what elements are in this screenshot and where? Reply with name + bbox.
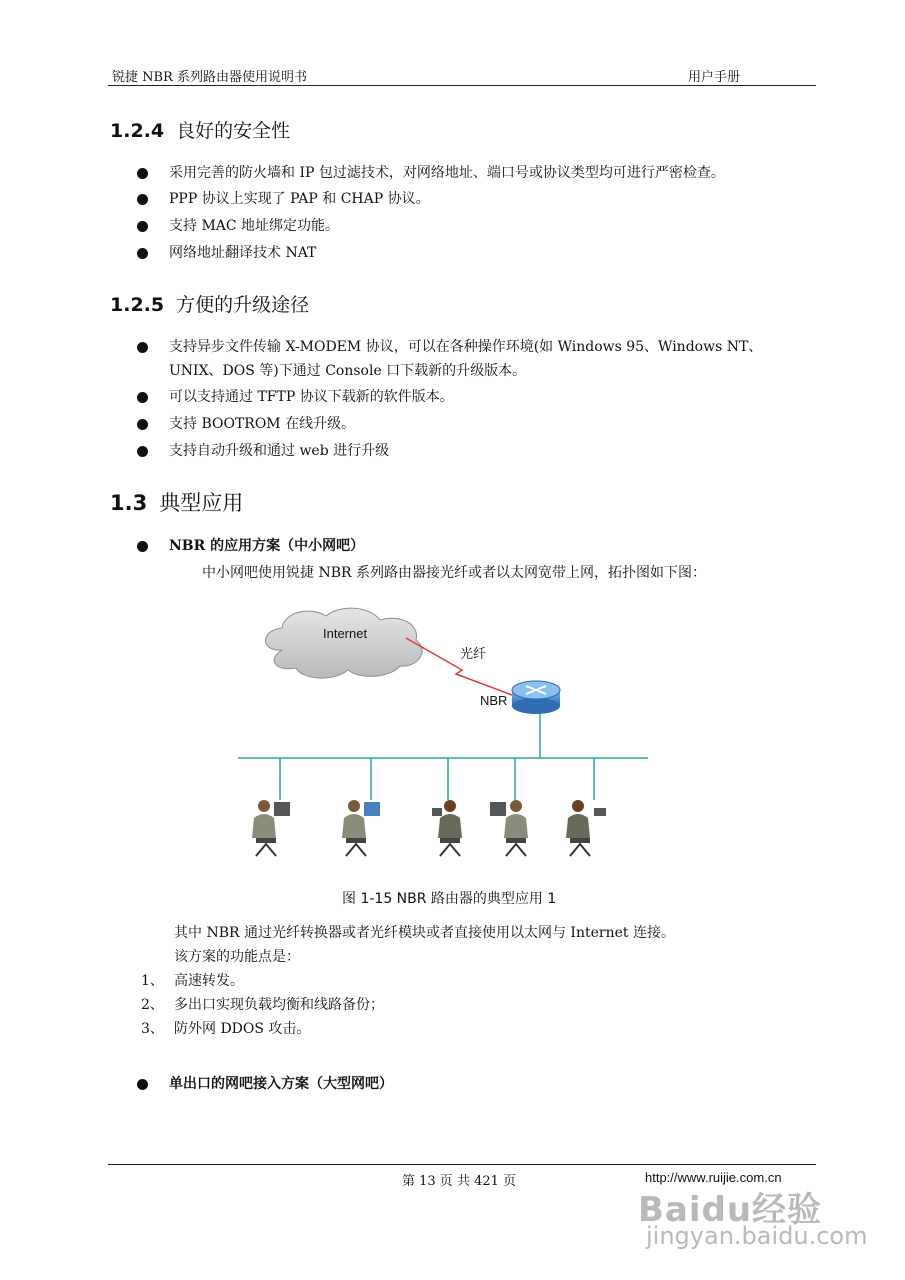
paragraph: 该方案的功能点是： bbox=[174, 949, 300, 965]
scheme-title: NBR 的应用方案（中小网吧） bbox=[169, 538, 365, 554]
website-url: http://www.ruijie.com.cn bbox=[645, 1170, 782, 1185]
section-heading-1-3 bbox=[110, 487, 243, 517]
user-workstation-icon bbox=[252, 800, 290, 856]
section-heading-1-2-5 bbox=[110, 290, 309, 317]
bullet bbox=[137, 248, 148, 259]
numbered-item-number: 1、 bbox=[141, 973, 164, 989]
internet-cloud-icon bbox=[266, 608, 423, 678]
numbered-item-text: 高速转发。 bbox=[174, 973, 244, 989]
list-item-continuation: UNIX、DOS 等)下通过 Console 口下载新的升级版本。 bbox=[169, 363, 527, 379]
section-title: 典型应用 bbox=[159, 491, 244, 515]
section-title: 良好的安全性 bbox=[176, 120, 291, 142]
list-item: 支持自动升级和通过 web 进行升级 bbox=[169, 443, 390, 459]
section-number: 1.3 bbox=[110, 491, 148, 515]
numbered-item-text: 防外网 DDOS 攻击。 bbox=[174, 1021, 311, 1037]
numbered-item-number: 2、 bbox=[141, 997, 164, 1013]
section-number: 1.2.5 bbox=[110, 294, 165, 316]
numbered-item-text: 多出口实现负载均衡和线路备份； bbox=[174, 997, 384, 1013]
router-label: NBR bbox=[480, 693, 508, 708]
list-item: 支持 MAC 地址绑定功能。 bbox=[169, 218, 340, 234]
bullet bbox=[137, 1079, 148, 1090]
user-workstation-icon bbox=[432, 800, 462, 856]
doc-header-right: 用户手册 bbox=[688, 70, 741, 85]
section-number: 1.2.4 bbox=[110, 120, 165, 142]
section-heading-1-2-4 bbox=[110, 116, 290, 143]
user-workstation-icon bbox=[490, 800, 528, 856]
fiber-link-label: 光纤 bbox=[460, 646, 487, 661]
user-workstation-icon bbox=[566, 800, 606, 856]
watermark-brand: Baidu经验 bbox=[638, 1190, 823, 1230]
numbered-item-number: 3、 bbox=[141, 1021, 164, 1037]
bullet bbox=[137, 446, 148, 457]
network-topology-diagram bbox=[230, 600, 660, 870]
figure-caption: 图 1-15 NBR 路由器的典型应用 1 bbox=[342, 891, 557, 907]
list-item: PPP 协议上实现了 PAP 和 CHAP 协议。 bbox=[169, 191, 430, 207]
user-workstation-icon bbox=[342, 800, 380, 856]
bullet bbox=[137, 392, 148, 403]
bullet bbox=[137, 221, 148, 232]
section-title: 方便的升级途径 bbox=[176, 294, 310, 316]
page-number: 第 13 页 共 421 页 bbox=[402, 1174, 517, 1189]
footer-rule bbox=[108, 1164, 816, 1165]
cloud-label: Internet bbox=[323, 626, 368, 641]
scheme-title: 单出口的网吧接入方案（大型网吧） bbox=[169, 1076, 393, 1092]
bullet bbox=[137, 342, 148, 353]
bullet bbox=[137, 168, 148, 179]
bullet bbox=[137, 541, 148, 552]
list-item: 采用完善的防火墙和 IP 包过滤技术，对网络地址、端口号或协议类型均可进行严密检查。 bbox=[169, 165, 725, 181]
fiber-link-line bbox=[406, 638, 512, 695]
header-rule bbox=[108, 85, 816, 86]
watermark-site: jingyan.baidu.com bbox=[646, 1222, 868, 1250]
paragraph: 其中 NBR 通过光纤转换器或者光纤模块或者直接使用以太网与 Internet 连接。 bbox=[174, 925, 675, 941]
scheme-description: 中小网吧使用锐捷 NBR 系列路由器接光纤或者以太网宽带上网，拓扑图如下图： bbox=[202, 565, 706, 581]
list-item: 可以支持通过 TFTP 协议下载新的软件版本。 bbox=[169, 389, 454, 405]
list-item: 网络地址翻译技术 NAT bbox=[169, 245, 317, 261]
router-icon bbox=[512, 681, 560, 714]
bullet bbox=[137, 194, 148, 205]
bullet bbox=[137, 419, 148, 430]
list-item: 支持异步文件传输 X-MODEM 协议，可以在各种操作环境(如 Windows 95、Windows NT、 bbox=[169, 339, 763, 355]
list-item: 支持 BOOTROM 在线升级。 bbox=[169, 416, 356, 432]
doc-header-title: 锐捷 NBR 系列路由器使用说明书 bbox=[112, 70, 307, 85]
